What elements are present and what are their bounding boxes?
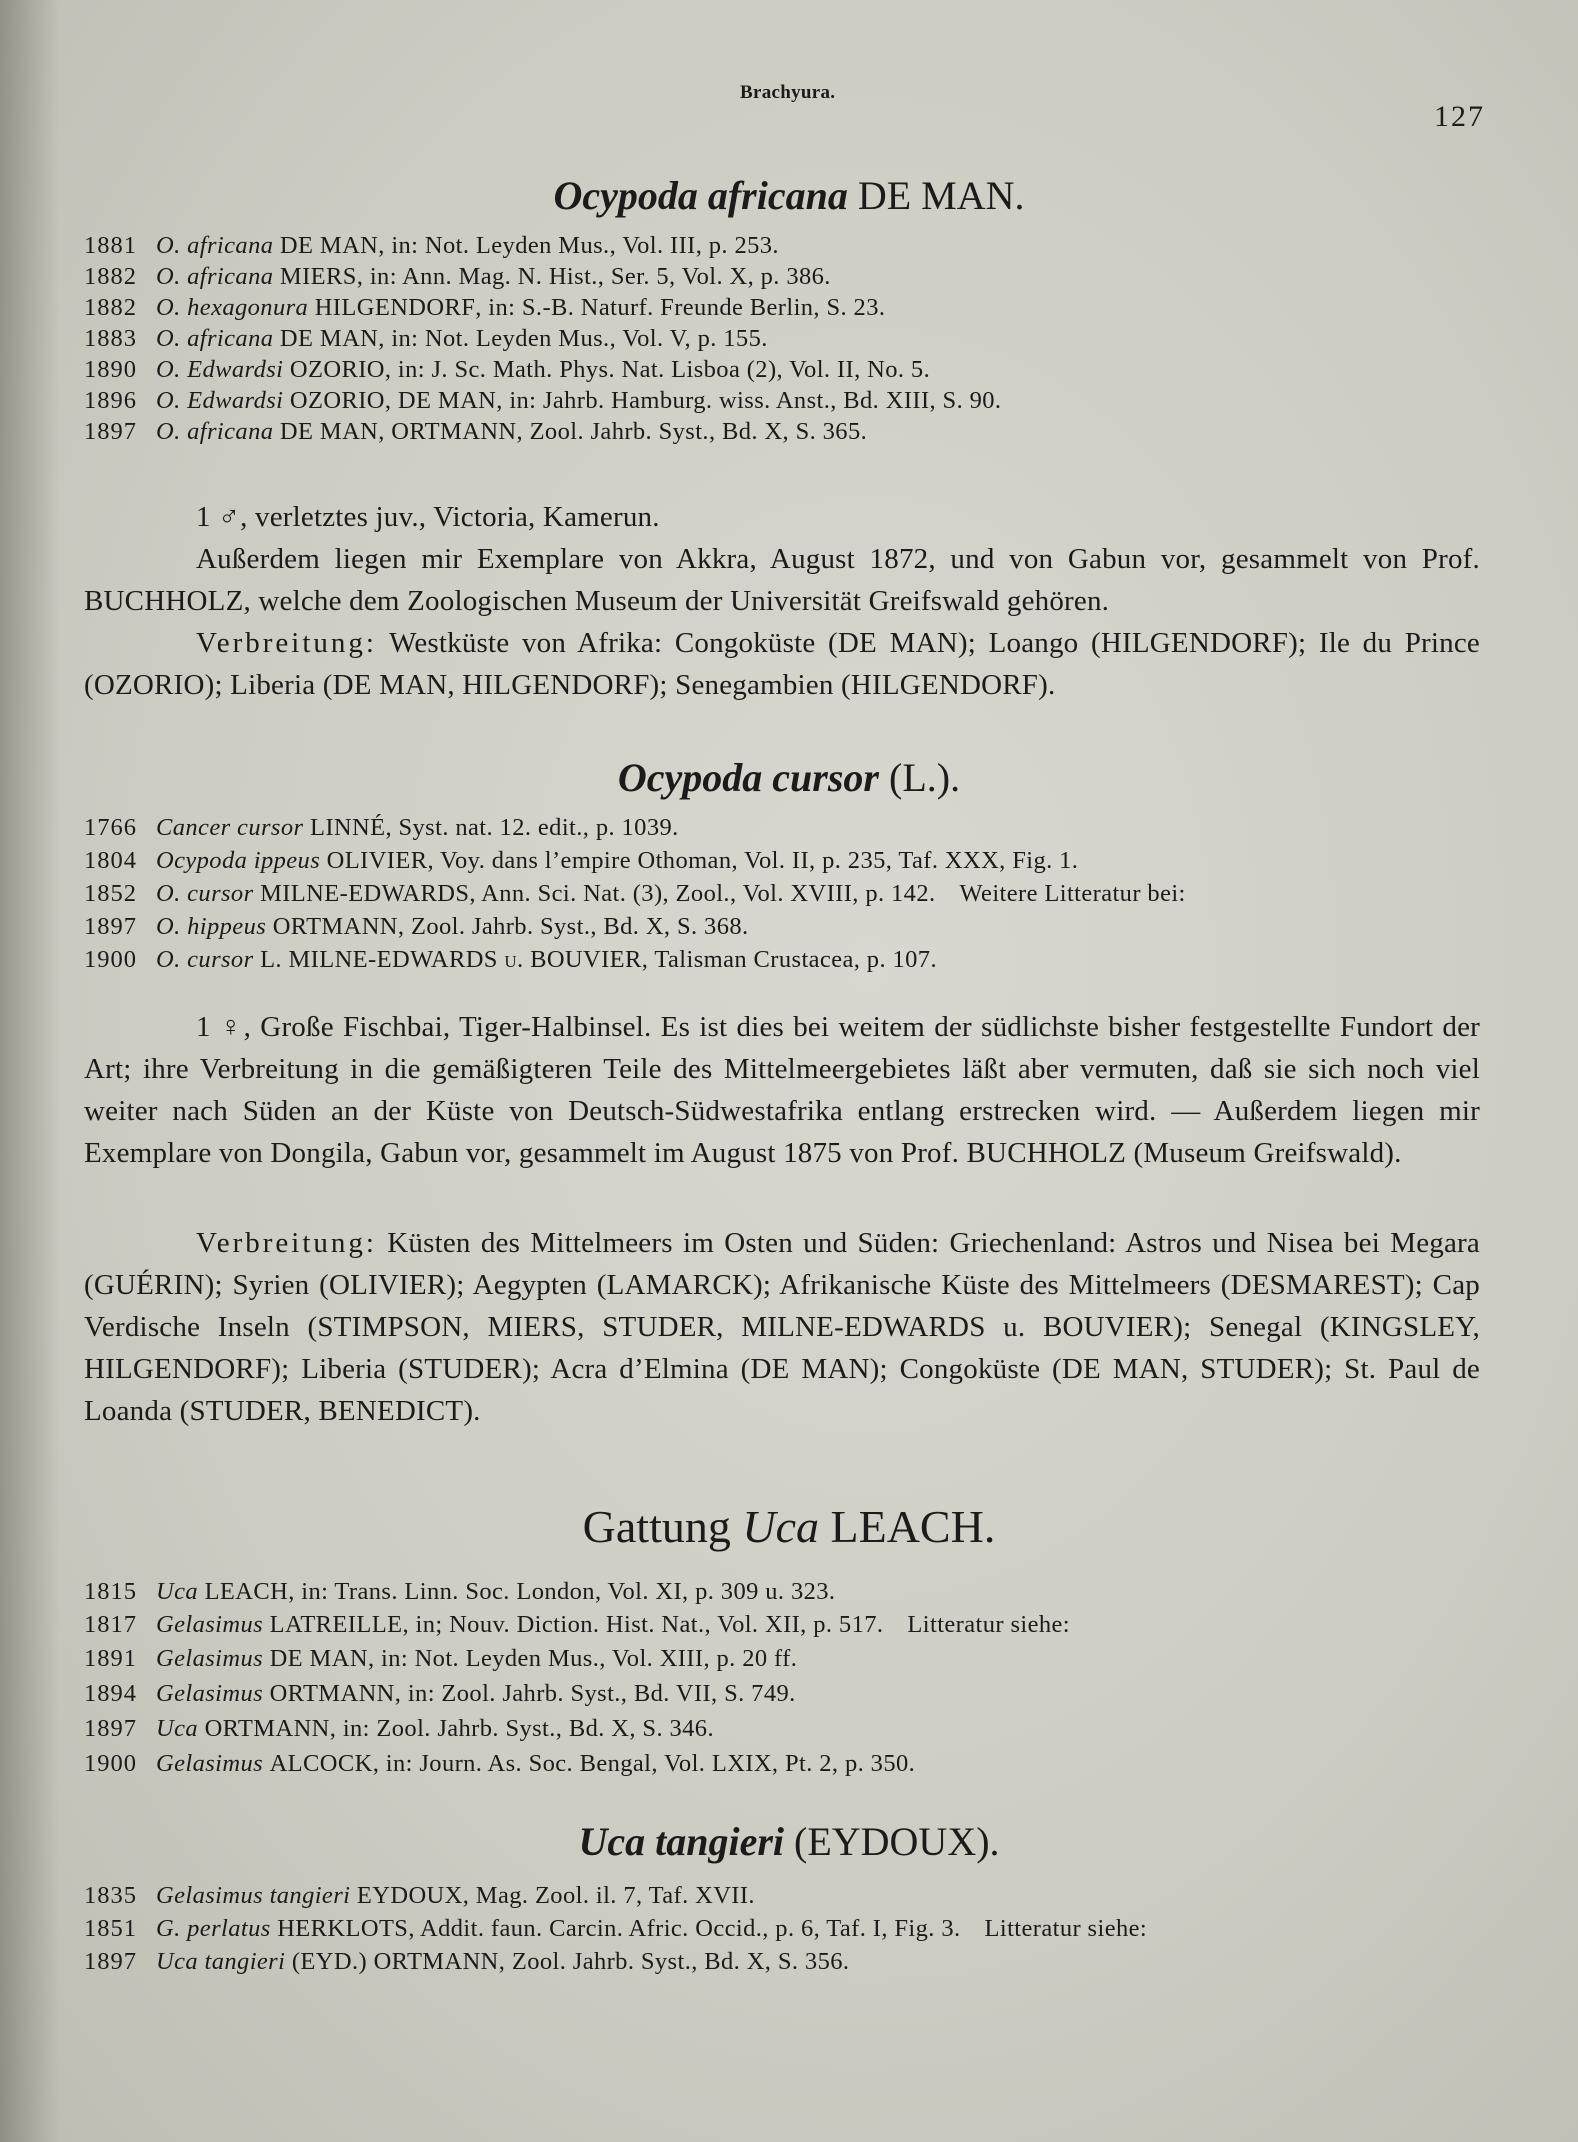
- genus-name: Uca: [742, 1501, 819, 1552]
- page-number: 127: [1434, 100, 1485, 133]
- genus-author: LEACH.: [830, 1501, 996, 1552]
- distribution-paragraph: Verbreitung: Küsten des Mittelmeers im Osten und Süden: Griechenland: Astros und Nisea bei Megara (GUÉRIN); Syrien (OLIVIER); Aegypten (LAMARCK); Afrikanische Küste des Mittelmeers (DESMAREST); Cap Verdische Inseln (STIMPSON, MIERS, STUDER, MILNE-EDWARDS u. BOUVIER); Senegal (KINGSLEY, HILGENDORF); Liberia (STUDER); Acra d’Elmina (DE MAN); Congoküste (DE MAN, STUDER); St. Paul de Loanda (STUDER, BENEDICT).: [84, 1227, 1480, 1427]
- synonym-line: 1896 O. Edwardsi OZORIO, DE MAN, in: Jahrb. Hamburg. wiss. Anst., Bd. XIII, S. 90.: [84, 387, 1002, 414]
- species-title-ocypoda-cursor: [0, 754, 1578, 801]
- species-name: Ocypoda africana: [553, 173, 848, 218]
- synonym-line: 1900 O. cursor L. MILNE-EDWARDS u. BOUVIER, Talisman Crustacea, p. 107.: [84, 946, 937, 973]
- distribution-paragraph: Verbreitung: Westküste von Afrika: Congoküste (DE MAN); Loango (HILGENDORF); Ile du Prince (OZORIO); Liberia (DE MAN, HILGENDORF); Senegambien (HILGENDORF).: [84, 627, 1480, 701]
- synonym-line: 1897 Uca ORTMANN, in: Zool. Jahrb. Syst., Bd. X, S. 346.: [84, 1715, 714, 1742]
- species-name: Uca tangieri: [578, 1819, 785, 1864]
- synonym-line: 1835 Gelasimus tangieri EYDOUX, Mag. Zool. il. 7, Taf. XVII.: [84, 1882, 755, 1909]
- synonym-line: 1891 Gelasimus DE MAN, in: Not. Leyden Mus., Vol. XIII, p. 20 ff.: [84, 1645, 798, 1672]
- synonym-line: 1766 Cancer cursor LINNÉ, Syst. nat. 12. edit., p. 1039.: [84, 814, 679, 841]
- synonym-line: 1894 Gelasimus ORTMANN, in: Zool. Jahrb. Syst., Bd. VII, S. 749.: [84, 1680, 796, 1707]
- specimen-paragraph: Außerdem liegen mir Exemplare von Akkra, August 1872, und von Gabun vor, gesammelt von Prof. BUCHHOLZ, welche dem Zoologischen Museum der Universität Greifswald gehören.: [84, 543, 1480, 617]
- genus-prefix: Gattung: [582, 1501, 731, 1552]
- synonym-line: 1883 O. africana DE MAN, in: Not. Leyden Mus., Vol. V, p. 155.: [84, 325, 768, 352]
- specimen-paragraph: 1 ♂, verletztes juv., Victoria, Kamerun.: [196, 501, 660, 533]
- synonym-line: 1881 O. africana DE MAN, in: Not. Leyden Mus., Vol. III, p. 253.: [84, 232, 779, 259]
- synonym-line: 1897 O. africana DE MAN, ORTMANN, Zool. Jahrb. Syst., Bd. X, S. 365.: [84, 418, 868, 445]
- synonym-line: 1882 O. africana MIERS, in: Ann. Mag. N. Hist., Ser. 5, Vol. X, p. 386.: [84, 263, 831, 290]
- synonym-line: 1815 Uca LEACH, in: Trans. Linn. Soc. London, Vol. XI, p. 309 u. 323.: [84, 1578, 836, 1605]
- synonym-line: 1890 O. Edwardsi OZORIO, in: J. Sc. Math. Phys. Nat. Lisboa (2), Vol. II, No. 5.: [84, 356, 931, 383]
- species-title-ocypoda-africana: [0, 172, 1578, 219]
- running-head: Brachyura.: [740, 82, 836, 103]
- specimen-paragraph: 1 ♀, Große Fischbai, Tiger-Halbinsel. Es ist dies bei weitem der südlichste bisher festgestellte Fundort der Art; ihre Verbreitung in die gemäßigteren Teile des Mittelmeergebietes läßt aber vermuten, daß sie sich noch viel weiter nach Süden an der Küste von Deutsch-Südwestafrika entlang erstrecken wird. — Außerdem liegen mir Exemplare von Dongila, Gabun vor, gesammelt im August 1875 von Prof. BUCHHOLZ (Museum Greifswald).: [84, 1011, 1480, 1169]
- genus-title-uca: [0, 1500, 1578, 1553]
- synonym-line: 1897 Uca tangieri (EYD.) ORTMANN, Zool. Jahrb. Syst., Bd. X, S. 356.: [84, 1948, 850, 1975]
- synonym-line: 1882 O. hexagonura HILGENDORF, in: S.-B. Naturf. Freunde Berlin, S. 23.: [84, 294, 886, 321]
- synonym-line: 1852 O. cursor MILNE-EDWARDS, Ann. Sci. Nat. (3), Zool., Vol. XVIII, p. 142. Weitere Litteratur bei:: [84, 880, 1186, 907]
- species-name: Ocypoda cursor: [617, 755, 879, 800]
- species-author: (EYDOUX).: [794, 1819, 1000, 1864]
- species-author: DE MAN.: [857, 173, 1025, 218]
- synonym-line: 1851 G. perlatus HERKLOTS, Addit. faun. Carcin. Afric. Occid., p. 6, Taf. I, Fig. 3. Litteratur siehe:: [84, 1915, 1148, 1942]
- species-title-uca-tangieri: [0, 1818, 1578, 1865]
- synonym-line: 1817 Gelasimus LATREILLE, in; Nouv. Diction. Hist. Nat., Vol. XII, p. 517. Litteratur siehe:: [84, 1611, 1071, 1638]
- synonym-line: 1804 Ocypoda ippeus OLIVIER, Voy. dans l’empire Othoman, Vol. II, p. 235, Taf. XXX, Fig. 1.: [84, 847, 1079, 874]
- species-author: (L.).: [889, 755, 961, 800]
- synonym-line: 1900 Gelasimus ALCOCK, in: Journ. As. Soc. Bengal, Vol. LXIX, Pt. 2, p. 350.: [84, 1750, 916, 1777]
- synonym-line: 1897 O. hippeus ORTMANN, Zool. Jahrb. Syst., Bd. X, S. 368.: [84, 913, 749, 940]
